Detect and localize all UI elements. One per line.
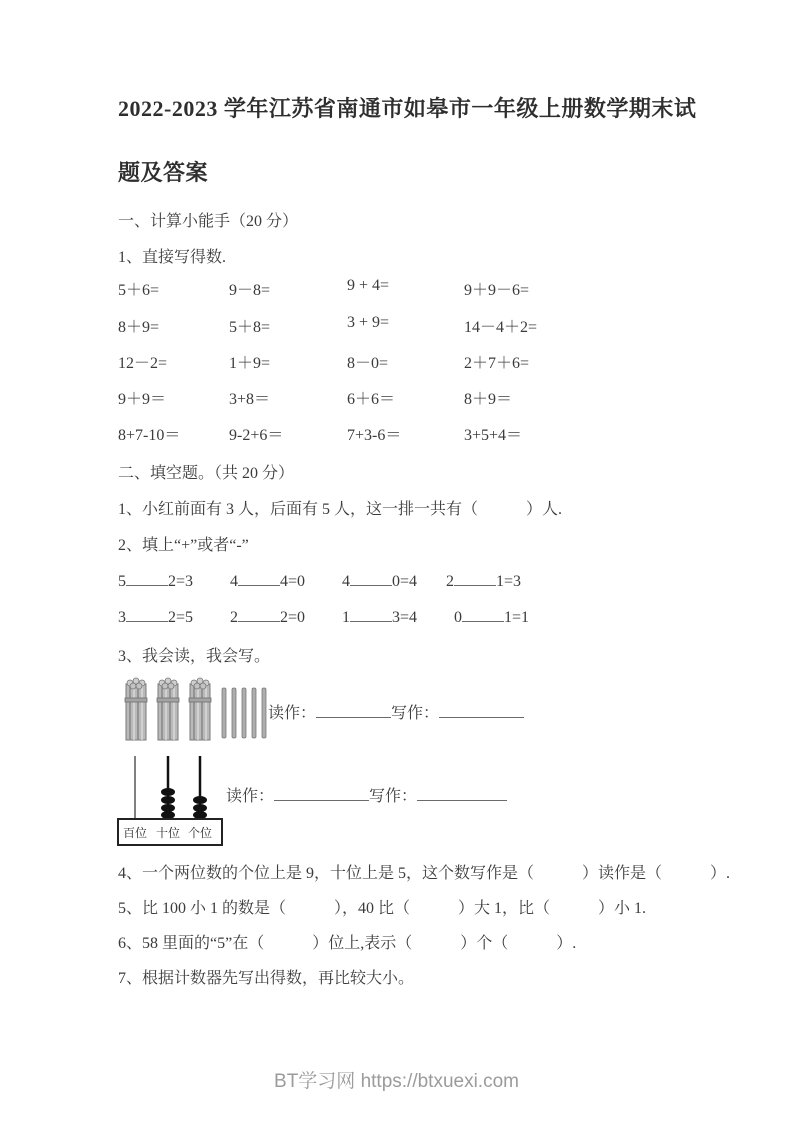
fill-pre: 0 [454,609,462,626]
section2-item4: 4、一个两位数的个位上是 9，十位上是 5，这个数写作是（ ）读作是（ ）. [118,865,731,882]
arith-problem: 7+3-6＝ [347,427,402,444]
section2-item2: 2、填上“+”或者“-” [118,537,249,554]
fill-blank-item [446,606,718,627]
answer-blank[interactable] [238,570,280,586]
fill-pre: 2 [446,573,454,590]
fill-pre: 3 [118,609,126,626]
arith-problem: 9＋9＝ [118,391,167,408]
answer-blank[interactable] [238,606,280,622]
section2-item7: 7、根据计数器先写出得数，再比较大小。 [118,970,415,987]
fill-blank-item [230,570,342,591]
fill-blank-item [118,570,230,591]
arith-problem: 1＋9= [229,355,271,372]
fill-blank-item [342,570,446,591]
site-watermark: BT学习网 https://btxuexi.com [274,1071,519,1092]
fill-post: 2=5 [168,609,194,626]
write-answer-blank[interactable] [417,785,507,801]
stick-bundle [189,678,211,740]
section2-item3: 3、我会读，我会写。 [118,648,271,665]
section2-heading: 二、填空题。（共 20 分） [118,465,295,482]
write-as-label: 写作： [369,788,418,805]
ones-beads [193,796,207,819]
answer-blank[interactable] [454,570,496,586]
fill-post: 1=1 [504,609,530,626]
fill-blank-row [118,606,718,627]
read-as-label: 读作： [268,705,317,722]
sticks-answer-line [268,700,524,723]
arith-problem: 9＋9－6= [464,282,530,299]
arith-problem: 9 + 4= [347,277,390,294]
single-sticks [222,688,266,738]
section1-subheading: 1、直接写得数. [118,249,227,266]
answer-blank[interactable] [126,570,168,586]
arith-problem: 2＋7＋6= [464,355,530,372]
arith-row [118,422,718,445]
hundreds-label: 百位 [122,826,148,840]
section2-item1: 1、小红前面有 3 人，后面有 5 人，这一排一共有（ ）人. [118,501,563,518]
arith-row [118,386,718,409]
answer-blank[interactable] [126,606,168,622]
arith-problem: 3+8＝ [229,391,271,408]
answer-blank[interactable] [350,570,392,586]
arith-problem: 5＋8= [229,319,271,336]
arith-problem: 3 + 9= [347,314,390,331]
abacus-answer-line [226,783,507,806]
tens-label: 十位 [155,826,181,840]
fill-pre: 1 [342,609,350,626]
read-as-label: 读作： [226,788,275,805]
fill-post: 3=4 [392,609,418,626]
fill-post: 0=4 [392,573,418,590]
arith-problem: 12－2= [118,355,168,372]
write-as-label: 写作： [391,705,440,722]
stick-bundle [125,678,147,740]
arith-problem: 6＋6＝ [347,391,396,408]
tens-beads [161,788,175,819]
fill-blank-row [118,570,718,591]
arith-problem: 9－8= [229,282,271,299]
arith-problem: 5＋6= [118,282,160,299]
page-title-line2: 题及答案 [118,160,209,185]
arith-problem: 14－4＋2= [464,319,538,336]
write-answer-blank[interactable] [439,702,524,718]
arith-row [118,277,718,300]
arith-problem: 8＋9＝ [464,391,513,408]
arith-problem: 8－0= [347,355,389,372]
stick-bundle [157,678,179,740]
arith-problem: 9-2+6＝ [229,427,284,444]
fill-pre: 4 [342,573,350,590]
fill-pre: 2 [230,609,238,626]
fill-pre: 5 [118,573,126,590]
abacus-figure [116,756,228,848]
arith-row [118,350,718,373]
fill-blank-item [446,570,718,591]
ones-label: 个位 [187,826,213,840]
fill-post: 2=3 [168,573,194,590]
section2-item5: 5、比 100 小 1 的数是（ ），40 比（ ）大 1，比（ ）小 1. [118,900,647,917]
arith-row [118,314,718,337]
page-title-line1: 2022-2023 学年江苏省南通市如皋市一年级上册数学期末试 [118,96,697,121]
fill-post: 4=0 [280,573,306,590]
fill-post: 1=3 [496,573,522,590]
answer-blank[interactable] [350,606,392,622]
arith-problem: 3+5+4＝ [464,427,523,444]
sticks-figure [118,676,278,748]
arith-problem: 8＋9= [118,319,160,336]
section1-heading: 一、计算小能手（20 分） [118,213,299,230]
read-answer-blank[interactable] [316,702,391,718]
fill-blank-item [342,606,446,627]
read-answer-blank[interactable] [274,785,369,801]
answer-blank[interactable] [462,606,504,622]
fill-blank-item [230,606,342,627]
arith-problem: 8+7-10＝ [118,427,181,444]
fill-post: 2=0 [280,609,306,626]
section2-item6: 6、58 里面的“5”在（ ）位上,表示（ ）个（ ）. [118,935,577,952]
fill-blank-item [118,606,230,627]
fill-pre: 4 [230,573,238,590]
